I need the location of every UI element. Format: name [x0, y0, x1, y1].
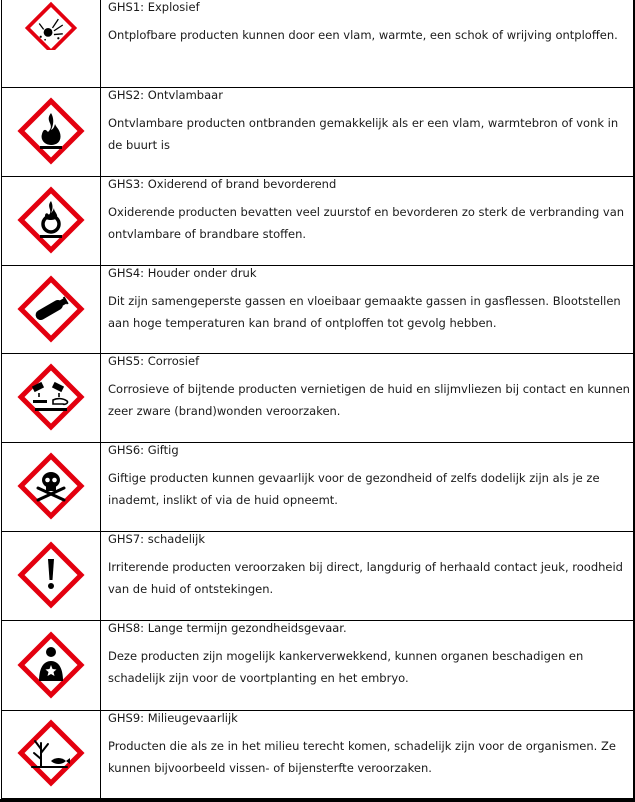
description-cell — [101, 442, 634, 531]
environment-icon — [17, 719, 85, 787]
hazard-description: Deze producten zijn mogelijk kankerverwekkend, kunnen organen beschadigen en schadelijk zijn voor de voortplanting en het embryo. — [108, 648, 584, 685]
hazard-title: GHS1: Explosief — [108, 0, 200, 14]
table-row — [2, 710, 634, 798]
skull-crossbones-icon — [17, 452, 85, 520]
description-cell — [101, 620, 634, 710]
description-cell — [101, 87, 634, 176]
hazard-description: Giftige producten kunnen gevaarlijk voor de gezondheid of zelfs dodelijk zijn als je ze inademt, inslikt of via de huid opneemt. — [108, 470, 600, 507]
table-row — [2, 176, 634, 265]
pictogram-cell — [2, 710, 101, 798]
hazard-title: GHS3: Oxiderend of brand bevorderend — [108, 176, 337, 191]
exclamation-mark-icon — [17, 541, 85, 609]
hazard-title: GHS9: Milieugevaarlijk — [108, 710, 238, 725]
table-row — [2, 265, 634, 353]
description-cell — [101, 353, 634, 442]
health-hazard-icon — [17, 631, 85, 699]
table-row — [2, 353, 634, 442]
hazard-title: GHS4: Houder onder druk — [108, 265, 257, 280]
table-row — [2, 531, 634, 620]
pictogram-cell — [2, 353, 101, 442]
hazard-description: Ontvlambare producten ontbranden gemakkelijk als er een vlam, warmtebron of vonk in de buurt is — [108, 115, 619, 152]
ghs-hazard-table — [1, 0, 634, 799]
hazard-title: GHS7: schadelijk — [108, 531, 205, 546]
pictogram-cell — [2, 176, 101, 265]
table-row — [2, 0, 634, 87]
pictogram-cell — [2, 0, 101, 87]
hazard-title: GHS2: Ontvlambaar — [108, 87, 223, 102]
hazard-description: Ontplofbare producten kunnen door een vlam, warmte, een schok of wrijving ontploffen. — [108, 28, 618, 42]
hazard-description: Oxiderende producten bevatten veel zuurstof en bevorderen zo sterk de verbranding van ontvlambare of brandbare stoffen. — [108, 204, 625, 241]
hazard-description: Corrosieve of bijtende producten vernietigen de huid en slijmvliezen bij contact en kunnen zeer zware (brand)wonden veroorzaken. — [108, 381, 630, 418]
pictogram-cell — [2, 87, 101, 176]
description-cell — [101, 531, 634, 620]
table-row — [2, 442, 634, 531]
hazard-title: GHS6: Giftig — [108, 442, 179, 457]
hazard-description: Dit zijn samengeperste gassen en vloeibaar gemaakte gassen in gasflessen. Blootstellen aan hoge temperaturen kan brand of ontploffen tot gevolg hebben. — [108, 293, 621, 330]
table-row — [2, 87, 634, 176]
table-row — [2, 620, 634, 710]
flame-over-circle-icon — [17, 186, 85, 254]
description-cell — [101, 0, 634, 87]
description-cell — [101, 265, 634, 353]
pictogram-cell — [2, 531, 101, 620]
gas-cylinder-icon — [17, 275, 85, 343]
corrosion-icon — [17, 363, 85, 431]
hazard-title: GHS8: Lange termijn gezondheidsgevaar. — [108, 620, 347, 635]
hazard-description: Producten die als ze in het milieu terecht komen, schadelijk zijn voor de organismen. Ze kunnen bijvoorbeeld vissen- of bijensterfte veroorzaken. — [108, 738, 616, 775]
description-cell — [101, 176, 634, 265]
pictogram-cell — [2, 442, 101, 531]
description-cell — [101, 710, 634, 798]
pictogram-cell — [2, 620, 101, 710]
pictogram-cell — [2, 265, 101, 353]
exploding-bomb-icon — [17, 0, 85, 50]
hazard-title: GHS5: Corrosief — [108, 353, 200, 368]
hazard-description: Irriterende producten veroorzaken bij direct, langdurig of herhaald contact jeuk, roodheid van de huid of ontstekingen. — [108, 559, 623, 596]
flame-icon — [17, 97, 85, 165]
